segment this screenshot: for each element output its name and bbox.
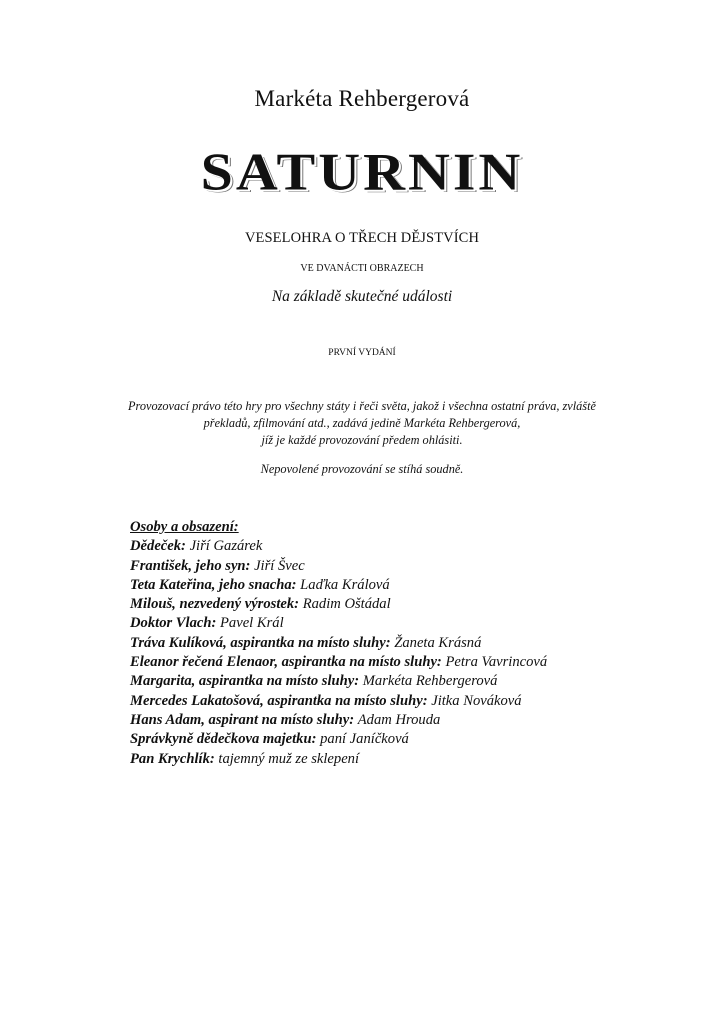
cast-row — [130, 653, 650, 672]
cast-role: Mercedes Lakatošová, aspirantka na místo sluhy: — [130, 692, 428, 709]
cast-row — [130, 634, 650, 653]
cast-role: Doktor Vlach: — [130, 615, 217, 632]
cast-row — [130, 557, 650, 576]
play-subtitle: VESELOHRA O TŘECH DĚJSTVÍCH — [244, 230, 480, 246]
cast-role: Hans Adam, aspirant na místo sluhy: — [130, 711, 355, 728]
cast-heading: Osoby a obsazení: — [130, 519, 239, 535]
cast-row — [130, 595, 650, 614]
cast-role: Pan Krychlík: — [130, 750, 215, 767]
cast-row — [130, 537, 650, 556]
rights-notice-line: překladů, zfilmování atd., zadává jedině Markéta Rehbergerová, — [203, 416, 521, 430]
cast-row — [130, 672, 650, 691]
cast-role: Dědeček: — [130, 538, 186, 555]
cast-actor: Markéta Rehbergerová — [362, 673, 498, 690]
cast-role: Eleanor řečená Elenaor, aspirantka na místo sluhy: — [130, 654, 442, 671]
cast-actor: Žaneta Krásná — [394, 634, 482, 651]
rights-notice — [0, 398, 724, 449]
cast-actor: Adam Hrouda — [357, 711, 441, 728]
scenes-note: VE DVANÁCTI OBRAZECH — [300, 263, 424, 274]
cast-actor: Petra Vavrincová — [445, 654, 548, 671]
cast-actor: Jitka Nováková — [431, 692, 522, 709]
cast-row — [130, 711, 650, 730]
cast-actor: tajemný muž ze sklepení — [218, 750, 360, 767]
cast-actor: Radim Oštádal — [302, 596, 391, 613]
cast-actor: Jiří Gazárek — [189, 538, 263, 555]
cast-row — [130, 576, 650, 595]
cast-row — [130, 614, 650, 633]
cast-actor: Pavel Král — [220, 615, 284, 632]
cast-role: Teta Kateřina, jeho snacha: — [130, 576, 297, 593]
cast-actor: paní Janíčková — [320, 731, 409, 748]
cast-actor: Laďka Králová — [300, 576, 390, 593]
author-name: Markéta Rehbergerová — [254, 86, 470, 111]
cast-row — [130, 750, 650, 769]
cast-list — [130, 518, 650, 769]
cast-role: Správkyně dědečkova majetku: — [130, 731, 317, 748]
cast-row — [130, 692, 650, 711]
cast-actor: Jiří Švec — [254, 557, 305, 574]
cast-role: František, jeho syn: — [130, 557, 251, 574]
prosecution-warning: Nepovolené provozování se stíhá soudně. — [260, 462, 464, 476]
basis-note: Na základě skutečné události — [271, 288, 453, 305]
edition-label: PRVNÍ VYDÁNÍ — [328, 348, 396, 358]
cast-role: Milouš, nezvedený výrostek: — [130, 596, 300, 613]
rights-notice-line: Provozovací právo této hry pro všechny státy i řeči světa, jakož i všechna ostatní práva, zvláště — [128, 399, 596, 413]
cast-role: Tráva Kulíková, aspirantka na místo sluhy: — [130, 634, 391, 651]
play-title: SATURNIN — [200, 141, 524, 202]
cast-row — [130, 730, 650, 749]
rights-notice-line: jíž je každé provozování předem ohlásiti. — [261, 433, 463, 447]
cast-role: Margarita, aspirantka na místo sluhy: — [130, 673, 360, 690]
